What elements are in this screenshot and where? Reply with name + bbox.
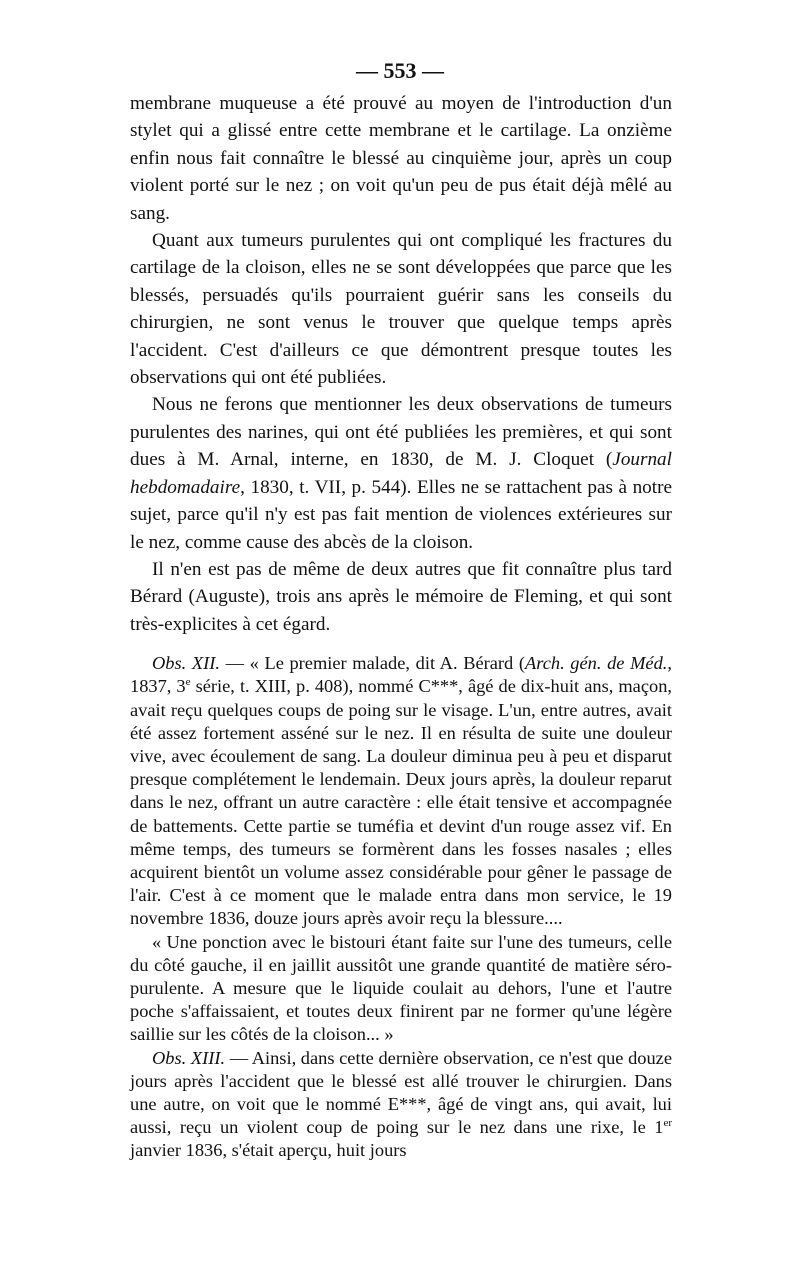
obs-13-text-a: — Ainsi, dans cette dernière observation, ce n'est que douze jours après l'accident que le blessé est allé trouver le chirurgien. Dans une autre, on voit que le nommé E***, âgé de vingt ans, qui avait, lui aussi, reçu un violent coup de poing sur le nez dans une rixe, le 1 xyxy=(130,1047,672,1138)
observation-13 xyxy=(130,1047,672,1163)
journal-title: Journal hebdomadaire xyxy=(130,449,672,498)
main-text xyxy=(130,90,672,638)
page-body xyxy=(130,90,672,1163)
paragraph-2: Quant aux tumeurs purulentes qui ont compliqué les fractures du cartilage de la cloison, elles ne se sont développées que parce que les blessés, persuadés qu'ils pourraient guérir sans les conseils du chirurgien, ne sont venus le trouver que quelque temps après l'accident. C'est d'ailleurs ce que démontrent presque toutes les observations qui ont été publiées. xyxy=(130,230,672,389)
obs-13-text-b: janvier 1836, s'était aperçu, huit jours xyxy=(130,1140,407,1161)
paragraph-4: Il n'en est pas de même de deux autres que fit connaître plus tard Bérard (Auguste), trois ans après le mémoire de Fleming, et qui sont très-explicites à cet égard. xyxy=(130,558,672,635)
quoted-paragraph: « Une ponction avec le bistouri étant faite sur l'une des tumeurs, celle du côté gauche, il en jaillit aussitôt une grande quantité de matière séro-purulente. A mesure que le liquide coulait au dehors, l'une et l'autre poche s'affaissaient, et toutes deux finirent par ne former qu'une légère saillie sur les côtés de la cloison... » xyxy=(130,931,672,1045)
observations-text xyxy=(130,652,672,1162)
paragraph-3-text-a: Nous ne ferons que mentionner les deux observations de tumeurs purulentes des narines, qui ont été publiées les premières, et qui sont dues à M. Arnal, interne, en 1830, de M. J. Cloquet ( xyxy=(130,394,672,471)
paragraph-1: membrane muqueuse a été prouvé au moyen de l'introduction d'un stylet qui a glissé entre cette membrane et le cartilage. La onzième enfin nous fait connaître le blessé au cinquième jour, après un coup violent porté sur le nez ; on voit qu'un peu de pus était déjà mêlé au sang. xyxy=(130,93,672,224)
archives-title: Arch. gén. de Méd. xyxy=(525,653,668,674)
obs-12-text-b: , 1837, 3 xyxy=(130,653,672,697)
obs-12-label: Obs. XII. xyxy=(152,653,220,674)
paragraph-3-text-b: , 1830, t. VII, p. 544). Elles ne se rattachent pas à notre sujet, parce qu'il n'y est pas fait mention de violences extérieures sur le nez, comme cause des abcès de la cloison. xyxy=(130,476,672,553)
paragraph-3 xyxy=(130,391,672,555)
obs-12-text-a: — « Le premier malade, dit A. Bérard ( xyxy=(219,653,525,674)
obs-12-superscript: e xyxy=(185,676,191,689)
observation-12 xyxy=(130,652,672,930)
obs-13-superscript: er xyxy=(663,1117,672,1130)
obs-13-label: Obs. XIII. xyxy=(152,1047,226,1068)
page-number: — 553 — xyxy=(356,58,444,83)
obs-12-text-c: série, t. XIII, p. 408), nommé C***, âgé de dix-huit ans, maçon, avait reçu quelques coups de poing sur le visage. L'un, entre autres, avait été assez fortement asséné sur le nez. Il en résulta de suite une douleur vive, avec écoulement de sang. La douleur diminua peu à peu et disparut presque complétement le lendemain. Deux jours après, la douleur reparut dans le nez, offrant un autre caractère : elle était tensive et accompagnée de battements. Cette partie se tuméfia et devint d'un rouge assez vif. En même temps, des tumeurs se formèrent dans les fosses nasales ; elles acquirent bientôt un volume assez considérable pour gêner le passage de l'air. C'est à ce moment que le malade entra dans mon service, le 19 novembre 1836, douze jours après avoir reçu la blessure.... xyxy=(130,676,672,929)
